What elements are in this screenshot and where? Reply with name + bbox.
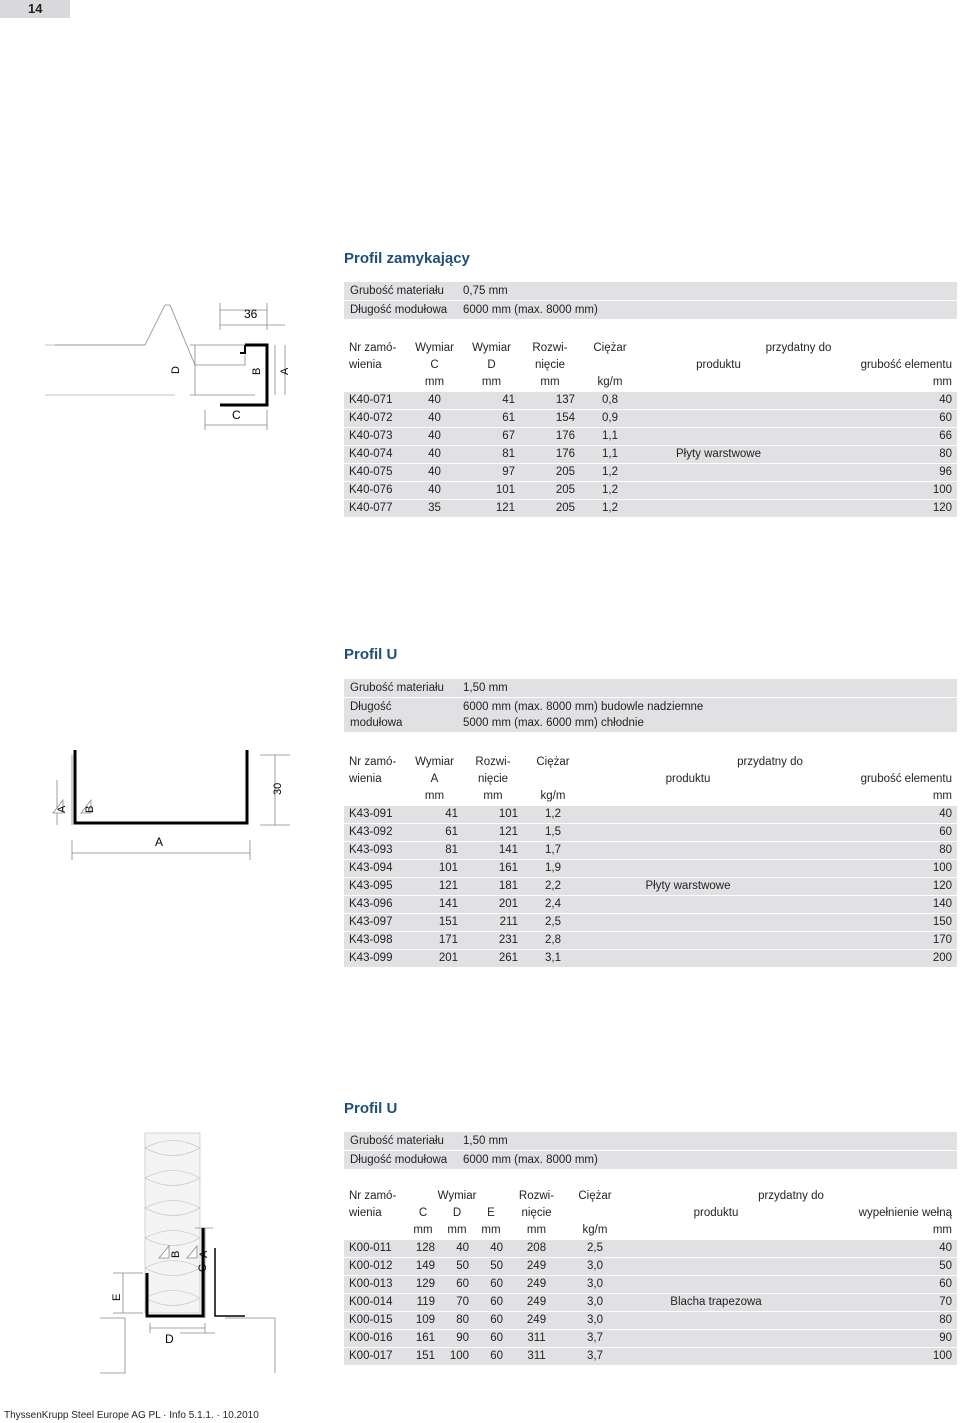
cell: 249 (508, 1293, 565, 1311)
cell: 211 (463, 913, 523, 931)
spec-label: Grubość materiału (350, 1135, 444, 1147)
cell: K43-093 (344, 841, 406, 859)
cell: 40 (797, 391, 957, 409)
page-number: 14 (0, 0, 70, 18)
spec-value: 5000 mm (max. 6000 mm) chłodnie (463, 717, 644, 729)
cell: 40 (793, 805, 957, 823)
cell: 171 (406, 931, 463, 949)
cell: 61 (463, 409, 520, 427)
cell: 40 (406, 409, 463, 427)
table-row (344, 841, 957, 859)
cell: K43-096 (344, 895, 406, 913)
header-cell: A (406, 771, 463, 788)
u-profile-wool-drawing (95, 1128, 285, 1393)
cell: 50 (807, 1257, 957, 1275)
dim-d-label: D (170, 366, 182, 374)
header-cell: grubość elementu (793, 771, 957, 788)
table-row (344, 1329, 957, 1347)
table-row (344, 427, 957, 445)
table-profil-u-1 (344, 754, 957, 967)
cell: K40-073 (344, 427, 406, 445)
header-cell: nięcie (520, 357, 580, 374)
cell: 60 (474, 1329, 508, 1347)
cell: 261 (463, 949, 523, 967)
cell: 0,9 (580, 409, 640, 427)
table-row (344, 463, 957, 481)
cell: 2,8 (523, 931, 583, 949)
cell: 41 (406, 805, 463, 823)
unit-cell: mm (793, 788, 957, 805)
dim-a-label: A (198, 1250, 210, 1258)
header-cell: Rozwi- (463, 754, 523, 771)
cell: 3,1 (523, 949, 583, 967)
cell: K00-011 (344, 1239, 406, 1257)
cell: 3,0 (565, 1257, 625, 1275)
spec-label: Długość (350, 701, 392, 713)
unit-cell: mm (440, 1222, 474, 1239)
header-cell: E (474, 1205, 508, 1222)
cell: 60 (793, 823, 957, 841)
cell: 249 (508, 1311, 565, 1329)
product-cell: Płyty warstwowe (640, 445, 797, 463)
cell: 200 (793, 949, 957, 967)
dim-b-label: B (251, 367, 263, 375)
table-row (344, 391, 957, 409)
table-row (344, 445, 957, 463)
cell: 311 (508, 1347, 565, 1365)
cell: 3,0 (565, 1293, 625, 1311)
cell: 40 (474, 1239, 508, 1257)
product-cell: Blacha trapezowa (625, 1293, 807, 1311)
cell: 100 (793, 859, 957, 877)
cell: 120 (797, 499, 957, 517)
cell: 2,5 (565, 1239, 625, 1257)
header-cell: Nr zamó- (344, 340, 406, 357)
spec-block-1-rows (344, 282, 957, 320)
cell: 149 (406, 1257, 440, 1275)
cell: K40-075 (344, 463, 406, 481)
cell: 40 (807, 1239, 957, 1257)
cell: 137 (520, 391, 580, 409)
header-cell: C (406, 357, 463, 374)
dim-c-label: C (197, 1264, 209, 1272)
header-cell: produktu (640, 357, 797, 374)
header-cell: D (440, 1205, 474, 1222)
cell: 96 (797, 463, 957, 481)
product-cell: Płyty warstwowe (583, 877, 793, 895)
header-cell: Nr zamó- (344, 754, 406, 771)
cell: K43-091 (344, 805, 406, 823)
table-row (344, 1293, 957, 1311)
cell: 181 (463, 877, 523, 895)
cell: 40 (406, 445, 463, 463)
cell: 2,2 (523, 877, 583, 895)
cell: 231 (463, 931, 523, 949)
cell: K00-012 (344, 1257, 406, 1275)
cell: 60 (474, 1293, 508, 1311)
cell: 121 (463, 823, 523, 841)
header-cell: Rozwi- (508, 1188, 565, 1205)
cell: 40 (406, 391, 463, 409)
dim-a-width-label: A (155, 835, 164, 849)
unit-cell: mm (406, 1222, 440, 1239)
table-row (344, 1311, 957, 1329)
cell: 60 (474, 1347, 508, 1365)
cell: K40-071 (344, 391, 406, 409)
spec-value: 1,50 mm (463, 1135, 508, 1147)
unit-cell: kg/m (565, 1222, 625, 1239)
header-cell: Wymiar (406, 754, 463, 771)
cell: 176 (520, 427, 580, 445)
section-title-profil-zamykajacy: Profil zamykający (344, 250, 470, 267)
cell: 120 (793, 877, 957, 895)
cell: 61 (406, 823, 463, 841)
cell: K00-016 (344, 1329, 406, 1347)
spec-label: Długość modułowa (350, 304, 448, 316)
cell: K43-099 (344, 949, 406, 967)
table-row (344, 859, 957, 877)
cell: 1,7 (523, 841, 583, 859)
cell: 154 (520, 409, 580, 427)
cell: 60 (440, 1275, 474, 1293)
header-cell: Ciężar (565, 1188, 625, 1205)
spec-value: 6000 mm (max. 8000 mm) budowle nadziemne (463, 701, 704, 713)
header-cell: Ciężar (580, 340, 640, 357)
cell: 101 (463, 805, 523, 823)
header-cell: przydatny do (640, 340, 957, 357)
cell: 90 (807, 1329, 957, 1347)
dim-a-label: A (56, 805, 68, 813)
header-cell: przydatny do (625, 1188, 957, 1205)
unit-cell: mm (508, 1222, 565, 1239)
cell: 3,0 (565, 1311, 625, 1329)
cell: 1,2 (580, 499, 640, 517)
table-row (344, 913, 957, 931)
cell: 1,9 (523, 859, 583, 877)
cell: 161 (463, 859, 523, 877)
header-cell: Nr zamó- (344, 1188, 406, 1205)
unit-cell: mm (807, 1222, 957, 1239)
header-cell: wypełnienie wełną (807, 1205, 957, 1222)
spec-block-3 (344, 1132, 957, 1170)
unit-cell: mm (463, 374, 520, 391)
cell: 80 (807, 1311, 957, 1329)
cell: 100 (440, 1347, 474, 1365)
dim-36-label: 36 (244, 307, 258, 321)
cell: K40-077 (344, 499, 406, 517)
cell: 100 (807, 1347, 957, 1365)
cell: 50 (474, 1257, 508, 1275)
unit-cell: mm (406, 788, 463, 805)
cell: 1,1 (580, 445, 640, 463)
header-cell: Wymiar (463, 340, 520, 357)
cell: 50 (440, 1257, 474, 1275)
table-row (344, 823, 957, 841)
dim-e-label: E (111, 1293, 123, 1301)
cell: 2,4 (523, 895, 583, 913)
cell: 1,2 (580, 463, 640, 481)
spec-value: 6000 mm (max. 8000 mm) (463, 1154, 598, 1166)
dim-30-label: 30 (272, 782, 284, 795)
closing-profile-drawing (45, 285, 315, 435)
table-row (344, 1347, 957, 1365)
spec-label: Długość modułowa (350, 1154, 448, 1166)
cell: 60 (797, 409, 957, 427)
header-cell: produktu (625, 1205, 807, 1222)
cell: 40 (440, 1239, 474, 1257)
table-profil-zamykajacy (344, 340, 957, 517)
header-cell: wienia (344, 1205, 406, 1222)
cell: K43-095 (344, 877, 406, 895)
header-cell: Rozwi- (520, 340, 580, 357)
cell: 1,2 (523, 805, 583, 823)
cell: K43-094 (344, 859, 406, 877)
cell: 1,1 (580, 427, 640, 445)
cell: 119 (406, 1293, 440, 1311)
cell: 150 (793, 913, 957, 931)
cell: 205 (520, 481, 580, 499)
unit-cell: mm (474, 1222, 508, 1239)
cell: 60 (474, 1275, 508, 1293)
header-cell: grubość elementu (797, 357, 957, 374)
cell: 70 (440, 1293, 474, 1311)
cell: 249 (508, 1257, 565, 1275)
table-row (344, 895, 957, 913)
cell: 161 (406, 1329, 440, 1347)
table-row (344, 877, 957, 895)
table-row (344, 931, 957, 949)
cell: 80 (797, 445, 957, 463)
cell: 101 (463, 481, 520, 499)
unit-cell: kg/m (523, 788, 583, 805)
cell: 70 (807, 1293, 957, 1311)
cell: 60 (807, 1275, 957, 1293)
cell: 205 (520, 499, 580, 517)
spec-value: 1,50 mm (463, 682, 508, 694)
cell: 3,7 (565, 1347, 625, 1365)
cell: K43-097 (344, 913, 406, 931)
table-row (344, 481, 957, 499)
cell: 3,0 (565, 1275, 625, 1293)
cell: 140 (793, 895, 957, 913)
header-cell: wienia (344, 357, 406, 374)
table-row (344, 409, 957, 427)
table-row (344, 1239, 957, 1257)
cell: 151 (406, 1347, 440, 1365)
spec-value: 6000 mm (max. 8000 mm) (463, 304, 598, 316)
dim-b-label: B (84, 805, 96, 813)
cell: 101 (406, 859, 463, 877)
cell: 201 (406, 949, 463, 967)
header-cell: nięcie (508, 1205, 565, 1222)
cell: 208 (508, 1239, 565, 1257)
cell: K00-015 (344, 1311, 406, 1329)
unit-cell: kg/m (580, 374, 640, 391)
cell: 97 (463, 463, 520, 481)
cell: K43-098 (344, 931, 406, 949)
cell: 40 (406, 481, 463, 499)
cell: K40-074 (344, 445, 406, 463)
cell: 40 (406, 463, 463, 481)
cell: K40-076 (344, 481, 406, 499)
dim-d-label: D (165, 1332, 174, 1346)
cell: 66 (797, 427, 957, 445)
table-row (344, 949, 957, 967)
spec-label: Grubość materiału (350, 682, 444, 694)
u-profile-drawing (45, 745, 295, 865)
spec-label: Grubość materiału (350, 285, 444, 297)
cell: 81 (463, 445, 520, 463)
cell: 311 (508, 1329, 565, 1347)
cell: 81 (406, 841, 463, 859)
unit-cell: mm (797, 374, 957, 391)
cell: 100 (797, 481, 957, 499)
header-cell: wienia (344, 771, 406, 788)
header-cell: Wymiar (406, 1188, 508, 1205)
cell: 151 (406, 913, 463, 931)
cell: K00-014 (344, 1293, 406, 1311)
cell: 80 (793, 841, 957, 859)
table-profil-u-2 (344, 1188, 957, 1365)
header-cell: Wymiar (406, 340, 463, 357)
header-cell: nięcie (463, 771, 523, 788)
unit-cell: mm (520, 374, 580, 391)
table-row (344, 1275, 957, 1293)
cell: K00-017 (344, 1347, 406, 1365)
dim-c-label: C (232, 408, 241, 422)
spec-label: modułowa (350, 717, 403, 729)
unit-cell: mm (463, 788, 523, 805)
header-cell: produktu (583, 771, 793, 788)
cell: 0,8 (580, 391, 640, 409)
spec-value: 0,75 mm (463, 285, 508, 297)
cell: 176 (520, 445, 580, 463)
cell: 40 (406, 427, 463, 445)
dim-a-label: A (279, 367, 291, 375)
cell: 170 (793, 931, 957, 949)
cell: 129 (406, 1275, 440, 1293)
cell: 121 (406, 877, 463, 895)
cell: 67 (463, 427, 520, 445)
cell: 1,2 (580, 481, 640, 499)
cell: 249 (508, 1275, 565, 1293)
cell: 1,5 (523, 823, 583, 841)
section-title-profil-u-2: Profil U (344, 1100, 398, 1117)
cell: 90 (440, 1329, 474, 1347)
table-row (344, 805, 957, 823)
cell: 60 (474, 1311, 508, 1329)
cell: 201 (463, 895, 523, 913)
cell: 3,7 (565, 1329, 625, 1347)
cell: K00-013 (344, 1275, 406, 1293)
page-footer: ThyssenKrupp Steel Europe AG PL · Info 5.1.1. · 10.2010 (4, 1410, 259, 1421)
cell: 128 (406, 1239, 440, 1257)
header-cell: D (463, 357, 520, 374)
section-title-profil-u-1: Profil U (344, 646, 398, 663)
unit-cell: mm (406, 374, 463, 391)
spec-block-2 (344, 679, 957, 733)
cell: K40-072 (344, 409, 406, 427)
cell: 141 (406, 895, 463, 913)
dim-b-label: B (170, 1250, 182, 1258)
cell: 205 (520, 463, 580, 481)
header-cell: przydatny do (583, 754, 957, 771)
cell: 2,5 (523, 913, 583, 931)
cell: 109 (406, 1311, 440, 1329)
header-cell: C (406, 1205, 440, 1222)
cell: 35 (406, 499, 463, 517)
table-row (344, 499, 957, 517)
cell: 41 (463, 391, 520, 409)
cell: K43-092 (344, 823, 406, 841)
cell: 121 (463, 499, 520, 517)
header-cell: Ciężar (523, 754, 583, 771)
cell: 80 (440, 1311, 474, 1329)
table-row (344, 1257, 957, 1275)
cell: 141 (463, 841, 523, 859)
